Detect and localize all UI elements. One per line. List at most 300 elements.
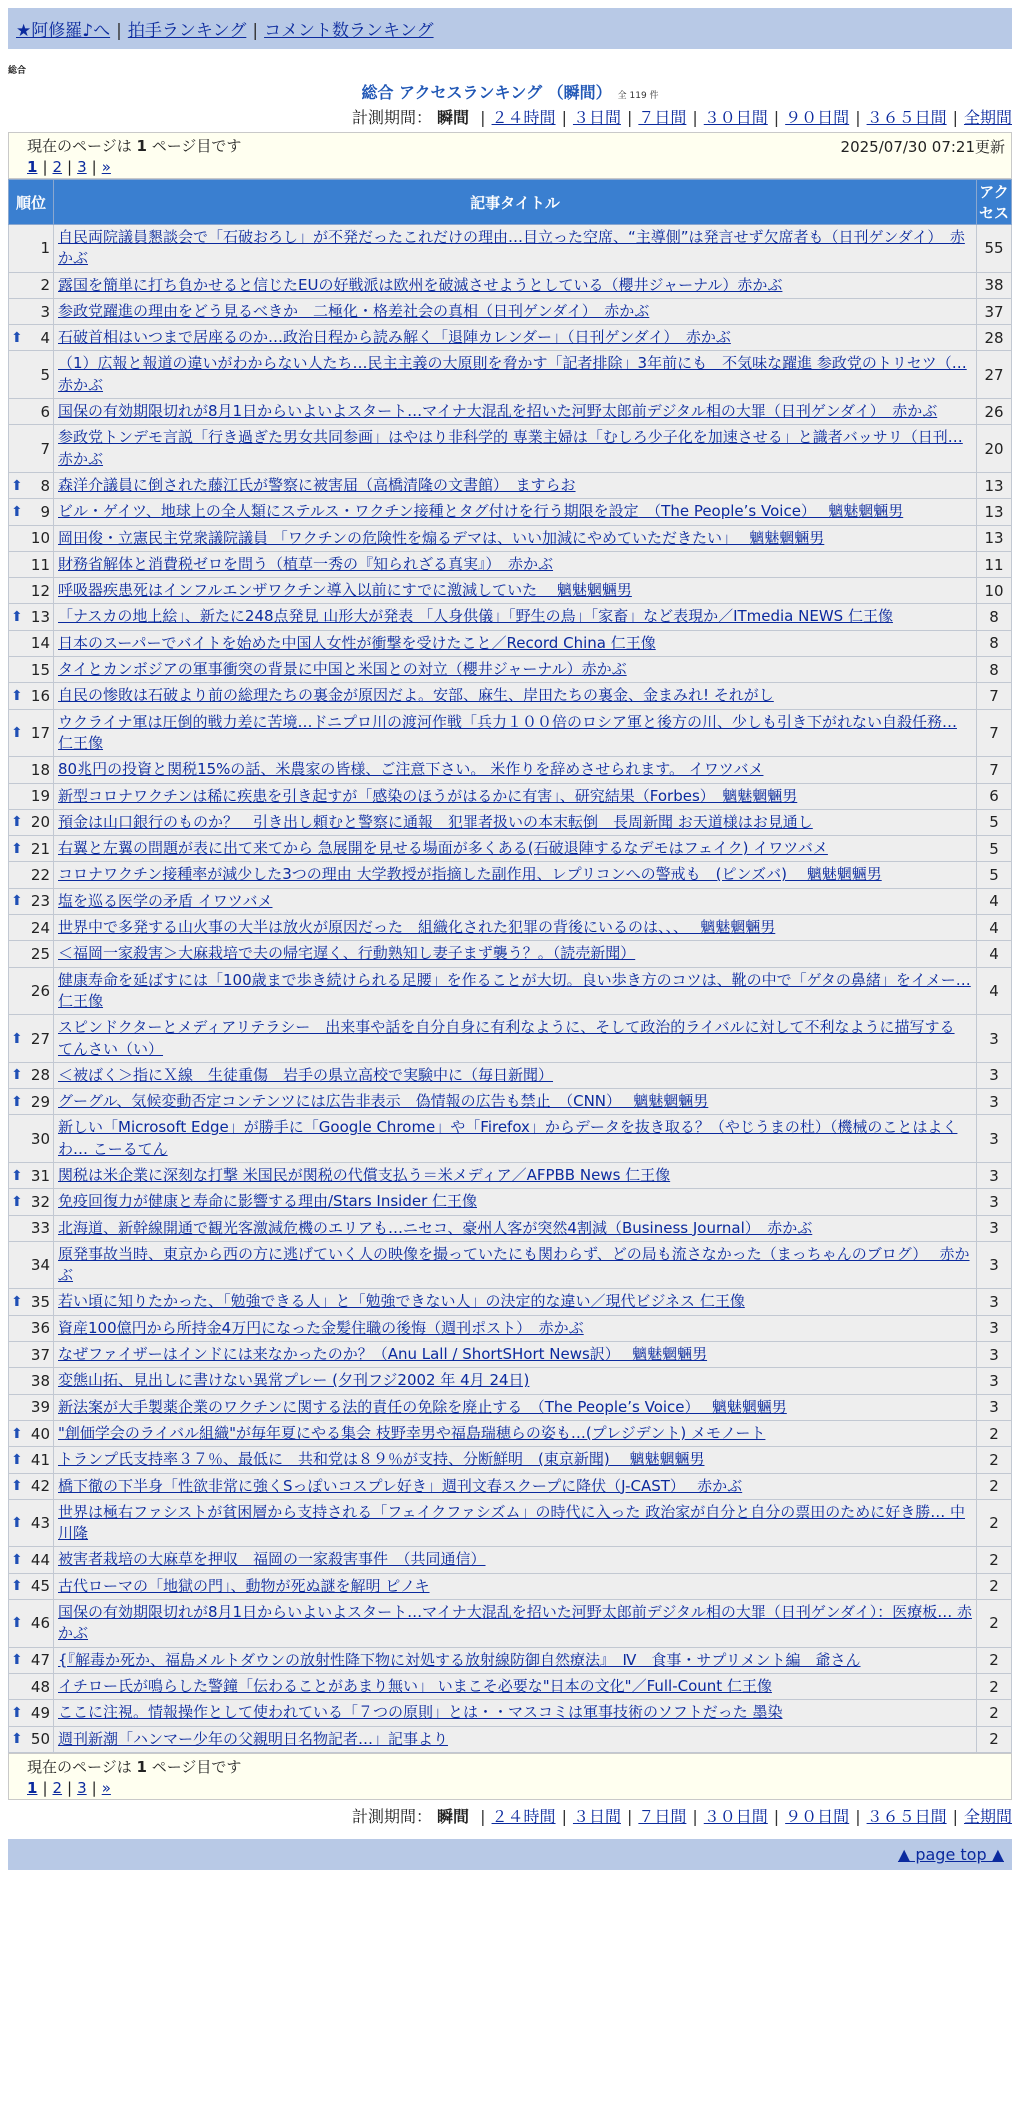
rank-number: 31 xyxy=(30,1166,50,1185)
title-cell xyxy=(54,809,977,835)
rank-number: 26 xyxy=(30,981,50,1000)
period-link[interactable]: ３日間 xyxy=(572,1806,621,1826)
article-link[interactable]: 露国を簡単に打ち負かせると信じたEUの好戦派は欧州を破滅させようとしている（櫻井ジャーナル）赤かぶ xyxy=(58,275,783,294)
rank-number: 19 xyxy=(30,787,50,806)
rank-cell xyxy=(9,683,54,709)
period-current: 瞬間 xyxy=(437,108,470,127)
rank-number: 30 xyxy=(30,1129,50,1148)
article-link[interactable]: グーグル、気候変動否定コンテンツには広告非表示 偽情報の広告も禁止 （CNN） 魑魅魍魎男 xyxy=(58,1092,709,1111)
table-row xyxy=(9,472,1012,498)
page-title: 総合 アクセスランキング （瞬間） xyxy=(361,83,612,102)
title-cell xyxy=(54,1062,977,1088)
pager-current[interactable]: 1 xyxy=(27,158,38,176)
table-row xyxy=(9,272,1012,298)
rank-cell xyxy=(9,1015,54,1063)
rank-cell xyxy=(9,1726,54,1752)
rank-number: 18 xyxy=(30,760,50,779)
rank-cell xyxy=(9,325,54,351)
title-cell xyxy=(54,499,977,525)
article-link[interactable]: 岡田俊・立憲民主党衆議院議員 「ワクチンの危険性を煽るデマは、いい加減にやめていただきたい」 魑魅魍魎男 xyxy=(58,528,825,547)
period-link[interactable]: ９０日間 xyxy=(785,108,850,127)
page-status: 現在のページは 1 ページ目です xyxy=(27,1757,242,1776)
title-cell xyxy=(54,1368,977,1394)
period-link[interactable]: ７日間 xyxy=(638,108,687,127)
table-row xyxy=(9,604,1012,630)
period-link[interactable]: ３０日間 xyxy=(703,1806,768,1826)
access-count: 2 xyxy=(977,1447,1012,1473)
article-link[interactable]: 財務省解体と消費税ゼロを問う（植草一秀の『知られざる真実』） 赤かぶ xyxy=(58,554,554,573)
article-link[interactable]: 古代ローマの「地獄の門」、動物が死ぬ謎を解明 ピノキ xyxy=(58,1576,430,1595)
up-arrow-icon: ⬆ xyxy=(11,724,23,741)
article-link[interactable]: {『解毒か死か、福島メルトダウンの放射性降下物に対処する放射線防御自然療法』 Ⅳ 食事・サプリメント編 爺さん xyxy=(58,1650,861,1669)
rank-number: 10 xyxy=(30,529,50,548)
article-link[interactable]: 日本のスーパーでバイトを始めた中国人女性が衝撃を受けたこと／Record China 仁王像 xyxy=(58,633,656,652)
rank-number: 22 xyxy=(30,866,50,885)
title-cell xyxy=(54,1726,977,1752)
title-cell xyxy=(54,1089,977,1115)
title-cell xyxy=(54,709,977,757)
rank-number: 38 xyxy=(30,1372,50,1390)
period-link[interactable]: ７日間 xyxy=(638,1806,687,1826)
title-cell xyxy=(54,1241,977,1289)
rank-cell xyxy=(9,915,54,941)
period-link[interactable]: ３０日間 xyxy=(703,108,768,127)
access-count: 5 xyxy=(977,862,1012,888)
rank-cell xyxy=(9,862,54,888)
access-count: 2 xyxy=(977,1499,1012,1547)
title-cell xyxy=(54,1700,977,1726)
access-count: 7 xyxy=(977,709,1012,757)
rank-cell xyxy=(9,809,54,835)
article-link[interactable]: 免疫回復力が健康と寿命に影響する理由/Stars Insider 仁王像 xyxy=(58,1192,477,1211)
access-count: 3 xyxy=(977,1162,1012,1188)
rank-cell xyxy=(9,1600,54,1648)
period-links: | ２４時間 | ３日間 | ７日間 | ３０日間 | ９０日間 | ３６５日間 | 全期間 xyxy=(480,1806,1012,1826)
rank-cell xyxy=(9,298,54,324)
title-cell xyxy=(54,888,977,914)
access-count: 3 xyxy=(977,1015,1012,1063)
rank-cell xyxy=(9,1342,54,1368)
access-count: 3 xyxy=(977,1289,1012,1315)
up-arrow-icon: ⬆ xyxy=(11,1093,23,1110)
article-link[interactable]: ＜福岡一家殺害＞大麻栽培で夫の帰宅遅く、行動熟知し妻子まず襲う？。（読売新聞） xyxy=(58,944,636,963)
rank-number: 15 xyxy=(30,660,50,679)
table-row xyxy=(9,1700,1012,1726)
rank-cell xyxy=(9,1315,54,1341)
top-nav: ★阿修羅♪へ | 拍手ランキング | コメント数ランキング xyxy=(8,8,1012,49)
title-cell xyxy=(54,1499,977,1547)
title-cell xyxy=(54,915,977,941)
title-cell xyxy=(54,1162,977,1188)
table-row xyxy=(9,967,1012,1015)
up-arrow-icon: ⬆ xyxy=(11,329,23,346)
ranking-title-row xyxy=(8,80,1012,103)
table-row xyxy=(9,630,1012,656)
access-count: 13 xyxy=(977,472,1012,498)
access-count: 20 xyxy=(977,425,1012,473)
rank-cell xyxy=(9,1547,54,1573)
article-link[interactable]: スピンドクターとメディアリテラシー 出来事や話を自分自身に有利なように、そして政治的ライバルに対して不利なように描写する てんさい（い） xyxy=(58,1018,955,1058)
article-link[interactable]: 資産100億円から所持金4万円になった金髪住職の後悔（週刊ポスト） 赤かぶ xyxy=(58,1318,584,1337)
article-link[interactable]: 原発事故当時、東京から西の方に逃げていく人の映像を撮っていたにも関わらず、どの局も流さなかった（まっちゃんのブログ） 赤かぶ xyxy=(58,1244,970,1285)
access-count: 4 xyxy=(977,967,1012,1015)
pager-top: 1 | 2 | 3 | » xyxy=(27,158,111,176)
rank-number: 13 xyxy=(30,608,50,627)
rank-cell xyxy=(9,604,54,630)
article-link[interactable]: 関税は米企業に深刻な打撃 米国民が関税の代償支払う＝米メディア／AFPBB News 仁王像 xyxy=(58,1165,671,1184)
rank-cell xyxy=(9,1700,54,1726)
rank-cell xyxy=(9,1115,54,1163)
rank-number: 50 xyxy=(30,1730,50,1749)
access-count: 2 xyxy=(977,1547,1012,1573)
article-link[interactable]: 健康寿命を延ばすには「100歳まで歩き続けられる足腰」を作ることが大切。良い歩き方のコツは、靴の中で「ゲタの鼻緒」をイメー… 仁王像 xyxy=(58,970,971,1010)
table-row xyxy=(9,351,1012,399)
article-link[interactable]: なぜファイザーはインドには来なかったのか？（Anu Lall / ShortSHort News訳） 魑魅魍魎男 xyxy=(58,1345,708,1364)
article-link[interactable]: 右翼と左翼の問題が表に出て来てから 急展開を見せる場面が多くある(石破退陣するなデモはフェイク) イワツバメ xyxy=(58,839,828,858)
rank-cell xyxy=(9,1289,54,1315)
table-row xyxy=(9,1342,1012,1368)
up-arrow-icon: ⬆ xyxy=(11,1478,23,1495)
title-cell xyxy=(54,399,977,425)
footer-bar xyxy=(8,1839,1012,1870)
up-arrow-icon: ⬆ xyxy=(11,1515,23,1532)
rank-number: 46 xyxy=(30,1614,50,1633)
article-link[interactable]: 若い頃に知りたかった、「勉強できる人」と「勉強できない人」の決定的な違い／現代ビジネス 仁王像 xyxy=(58,1292,745,1311)
access-count: 10 xyxy=(977,578,1012,604)
article-link[interactable]: 「ナスカの地上絵」、新たに248点発見 山形大が発表 「人身供儀」「野生の鳥」「家畜」など表現か／ITmedia NEWS 仁王像 xyxy=(58,607,893,626)
up-arrow-icon: ⬆ xyxy=(11,609,23,626)
access-count: 8 xyxy=(977,657,1012,683)
title-cell xyxy=(54,657,977,683)
rank-cell xyxy=(9,783,54,809)
table-row xyxy=(9,1189,1012,1215)
rank-number: 29 xyxy=(30,1092,50,1111)
rank-cell xyxy=(9,1368,54,1394)
rank-cell xyxy=(9,709,54,757)
rank-cell xyxy=(9,1189,54,1215)
article-link[interactable]: 新型コロナワクチンは稀に疾患を引き起すが「感染のほうがはるかに有害」、研究結果（Forbes） 魑魅魍魎男 xyxy=(58,786,798,805)
access-count: 3 xyxy=(977,1115,1012,1163)
title-cell xyxy=(54,967,977,1015)
article-link[interactable]: 自民両院議員懇談会で「石破おろし」が不発だったこれだけの理由…目立った空席、“主導側”は発言せず欠席者も（日刊ゲンダイ） 赤かぶ xyxy=(58,228,965,268)
title-cell xyxy=(54,1115,977,1163)
page-status: 現在のページは 1 ページ目です xyxy=(27,137,242,155)
table-row xyxy=(9,1499,1012,1547)
access-count: 26 xyxy=(977,399,1012,425)
title-cell xyxy=(54,1673,977,1699)
article-link[interactable]: 参政党トンデモ言説「行き過ぎた男女共同参画」はやはり非科学的 専業主婦は「むしろ少子化を加速させる」と識者バッサリ（日刊… 赤かぶ xyxy=(58,428,963,468)
up-arrow-icon: ⬆ xyxy=(11,477,23,494)
rank-number: 33 xyxy=(30,1219,50,1238)
table-row xyxy=(9,657,1012,683)
pager-link[interactable]: 3 xyxy=(77,1778,87,1797)
rank-cell xyxy=(9,472,54,498)
period-link[interactable]: ２４時間 xyxy=(491,1806,556,1826)
access-count: 28 xyxy=(977,325,1012,351)
article-link[interactable]: 参政党躍進の理由をどう見るべきか 二極化・格差社会の真相（日刊ゲンダイ） 赤かぶ xyxy=(58,301,650,320)
article-link[interactable]: 国保の有効期限切れが8月1日からいよいよスタート…マイナ大混乱を招いた河野太郎前デジタル相の大罪（日刊ゲンダイ） 赤かぶ xyxy=(58,402,938,421)
access-count: 7 xyxy=(977,683,1012,709)
rank-number: 21 xyxy=(30,839,50,858)
pager-link[interactable]: 2 xyxy=(52,1778,63,1797)
access-count: 3 xyxy=(977,1189,1012,1215)
table-row xyxy=(9,783,1012,809)
access-count: 3 xyxy=(977,1315,1012,1341)
article-link[interactable]: ＜被ばく＞指にＸ線 生徒重傷 岩手の県立高校で実験中に（毎日新聞） xyxy=(58,1065,554,1084)
pager-next[interactable]: » xyxy=(101,158,111,176)
title-cell xyxy=(54,551,977,577)
rank-number: 42 xyxy=(30,1477,50,1496)
period-label: 計測期間： xyxy=(351,1806,432,1826)
rank-number: 25 xyxy=(30,944,50,963)
title-cell xyxy=(54,1473,977,1499)
title-cell xyxy=(54,1289,977,1315)
title-cell xyxy=(54,1342,977,1368)
rank-number: 4 xyxy=(40,328,50,347)
rank-cell xyxy=(9,225,54,273)
period-selector-bottom xyxy=(8,1804,1012,1827)
title-cell xyxy=(54,1547,977,1573)
rank-number: 1 xyxy=(40,239,50,258)
rank-cell xyxy=(9,1573,54,1599)
article-link[interactable]: 国保の有効期限切れが8月1日からいよいよスタート…マイナ大混乱を招いた河野太郎前デジタル相の大罪（日刊ゲンダイ）：医療板… 赤かぶ xyxy=(58,1603,972,1643)
ranking-rows xyxy=(9,225,1012,1753)
rank-cell xyxy=(9,967,54,1015)
period-link[interactable]: ３６５日間 xyxy=(866,1806,947,1826)
article-link[interactable]: 自民の惨敗は石破より前の総理たちの裏金が原因だよ。安部、麻生、岸田たちの裏金、金まみれ! それがし xyxy=(58,686,774,705)
table-row xyxy=(9,1473,1012,1499)
access-count: 2 xyxy=(977,1473,1012,1499)
rank-cell xyxy=(9,757,54,783)
table-row xyxy=(9,1547,1012,1573)
access-count: 3 xyxy=(977,1062,1012,1088)
table-row xyxy=(9,1241,1012,1289)
pager-link[interactable]: 3 xyxy=(77,158,87,176)
table-row xyxy=(9,1062,1012,1088)
rank-number: 43 xyxy=(30,1514,50,1533)
rank-cell xyxy=(9,1420,54,1446)
title-cell xyxy=(54,225,977,273)
rank-cell xyxy=(9,836,54,862)
title-cell xyxy=(54,1015,977,1063)
rank-cell xyxy=(9,351,54,399)
period-link[interactable]: ９０日間 xyxy=(785,1806,850,1826)
up-arrow-icon: ⬆ xyxy=(11,1193,23,1210)
title-cell xyxy=(54,472,977,498)
comment-ranking-link[interactable]: コメント数ランキング xyxy=(264,21,434,41)
access-count: 2 xyxy=(977,1673,1012,1699)
title-cell xyxy=(54,783,977,809)
title-cell xyxy=(54,1447,977,1473)
article-link[interactable]: 森洋介議員に倒された藤江氏が警察に被害届（高橋清隆の文書館） ますらお xyxy=(58,475,576,494)
article-link[interactable]: 世界中で多発する山火事の大半は放火が原因だった 組織化された犯罪の背後にいるのは、、、 魑魅魍魎男 xyxy=(58,918,776,937)
table-row xyxy=(9,1573,1012,1599)
table-row xyxy=(9,709,1012,757)
article-link[interactable]: 新法案が大手製薬企業のワクチンに関する法的責任の免除を廃止する （The People’s Voice） 魑魅魍魎男 xyxy=(58,1397,787,1416)
article-link[interactable]: トランプ氏支持率３７％、最低に 共和党は８９％が支持、分断鮮明 (東京新聞) 魑魅魍魎男 xyxy=(58,1450,705,1469)
access-count: 37 xyxy=(977,298,1012,324)
rank-cell xyxy=(9,630,54,656)
access-count: 8 xyxy=(977,630,1012,656)
period-link[interactable]: 全期間 xyxy=(963,1806,1012,1826)
table-row xyxy=(9,325,1012,351)
access-count: 8 xyxy=(977,604,1012,630)
rank-cell xyxy=(9,551,54,577)
table-row xyxy=(9,1420,1012,1446)
article-link[interactable]: 80兆円の投資と関税15%の話、米農家の皆様、ご注意下さい。 米作りを辞めさせられます。 イワツバメ xyxy=(58,760,764,779)
table-row xyxy=(9,1447,1012,1473)
period-label: 計測期間： xyxy=(351,108,432,127)
header-rank: 順位 xyxy=(9,180,54,225)
table-row xyxy=(9,941,1012,967)
access-count: 27 xyxy=(977,351,1012,399)
article-link[interactable]: 北海道、新幹線開通で観光客激減危機のエリアも…ニセコ、豪州人客が突然4割減（Business Journal） 赤かぶ xyxy=(58,1218,813,1237)
access-count: 11 xyxy=(977,551,1012,577)
article-link[interactable]: 週刊新潮「ハンマー少年の父親明日名物記者…」記事より xyxy=(58,1729,449,1748)
page-info-top xyxy=(8,132,1012,179)
ranking-table xyxy=(8,179,1012,1753)
rank-number: 37 xyxy=(30,1345,50,1364)
article-link[interactable]: 変態山拓、見出しに書けない異常プレー (夕刊フジ2002 年 4月 24日) xyxy=(58,1371,530,1390)
access-count: 3 xyxy=(977,1342,1012,1368)
table-row xyxy=(9,578,1012,604)
access-count: 3 xyxy=(977,1089,1012,1115)
title-cell xyxy=(54,1647,977,1673)
title-cell xyxy=(54,1394,977,1420)
rank-number: 24 xyxy=(30,918,50,937)
rank-number: 28 xyxy=(30,1066,50,1085)
title-cell xyxy=(54,1315,977,1341)
title-cell xyxy=(54,1215,977,1241)
table-row xyxy=(9,1647,1012,1673)
article-link[interactable]: 新しい「Microsoft Edge」が勝手に「Google Chrome」や「Firefox」からデータを抜き取る？（やじうまの杜）（機械のことはよくわ… こーるてん xyxy=(58,1118,958,1158)
period-link[interactable]: ２４時間 xyxy=(491,108,556,127)
up-arrow-icon: ⬆ xyxy=(11,814,23,831)
rank-cell xyxy=(9,525,54,551)
table-row xyxy=(9,298,1012,324)
title-cell xyxy=(54,757,977,783)
table-row xyxy=(9,1673,1012,1699)
rank-cell xyxy=(9,1647,54,1673)
article-link[interactable]: タイとカンボジアの軍事衝突の背景に中国と米国との対立（櫻井ジャーナル）赤かぶ xyxy=(58,660,627,679)
period-link[interactable]: ３日間 xyxy=(572,108,621,127)
rank-cell xyxy=(9,272,54,298)
rank-number: 48 xyxy=(30,1677,50,1696)
up-arrow-icon: ⬆ xyxy=(11,687,23,704)
rank-number: 23 xyxy=(30,892,50,911)
article-link[interactable]: 塩を巡る医学の矛盾 イワツバメ xyxy=(58,891,273,910)
access-count: 2 xyxy=(977,1647,1012,1673)
pager-next[interactable]: » xyxy=(101,1778,111,1797)
pager-bottom: 1 | 2 | 3 | » xyxy=(27,1778,111,1797)
period-link[interactable]: ３６５日間 xyxy=(866,108,947,127)
period-current: 瞬間 xyxy=(437,1806,470,1826)
article-link[interactable]: 預金は山口銀行のものか？ 引き出し頼むと警察に通報 犯罪者扱いの本末転倒 長周新聞 お天道様はお見通し xyxy=(58,812,813,831)
table-row xyxy=(9,1394,1012,1420)
table-row xyxy=(9,1315,1012,1341)
rank-number: 6 xyxy=(40,402,50,421)
rank-number: 49 xyxy=(30,1703,50,1722)
pager-link[interactable]: 2 xyxy=(52,158,63,176)
rank-cell xyxy=(9,1499,54,1547)
article-link[interactable]: 被害者栽培の大麻草を押収 福岡の一家殺害事件 （共同通信） xyxy=(58,1550,486,1569)
article-link[interactable]: 世界は極右ファシストが貧困層から支持される「フェイクファシズム」の時代に入った 政治家が自分と自分の票田のために好き勝… 中川隆 xyxy=(58,1502,965,1543)
rank-number: 2 xyxy=(40,276,50,295)
table-row xyxy=(9,757,1012,783)
access-count: 3 xyxy=(977,1215,1012,1241)
rank-number: 12 xyxy=(30,581,50,600)
article-link[interactable]: ビル・ゲイツ、地球上の全人類にステルス・ワクチン接種とタグ付けを行う期限を設定 （The People’s Voice） 魑魅魍魎男 xyxy=(58,502,904,521)
article-link[interactable]: コロナワクチン接種率が減少した3つの理由 大学教授が指摘した副作用、レプリコンへの警戒も (ピンズバ) 魑魅魍魎男 xyxy=(58,865,882,884)
rank-number: 32 xyxy=(30,1192,50,1211)
rank-cell xyxy=(9,1473,54,1499)
title-cell xyxy=(54,604,977,630)
article-link[interactable]: "創価学会のライバル組織"が毎年夏にやる集会 枝野幸男や福島瑞穂らの姿も…(プレジデント) メモノート xyxy=(58,1423,766,1442)
page-top-link[interactable]: ▲ page top ▲ xyxy=(897,1844,1004,1864)
updated-timestamp: 2025/07/30 07:21更新 xyxy=(840,138,1005,156)
title-cell xyxy=(54,1600,977,1648)
title-cell xyxy=(54,630,977,656)
up-arrow-icon: ⬆ xyxy=(11,1731,23,1748)
period-link[interactable]: 全期間 xyxy=(963,108,1012,127)
title-cell xyxy=(54,425,977,473)
rank-number: 9 xyxy=(40,502,50,521)
article-link[interactable]: （1）広報と報道の違いがわからない人たち…民主主義の大原則を脅かす「記者排除」3年前にも 不気味な躍進 参政党のトリセツ（… 赤かぶ xyxy=(58,354,967,394)
table-row xyxy=(9,862,1012,888)
up-arrow-icon: ⬆ xyxy=(11,1030,23,1047)
access-count: 3 xyxy=(977,1368,1012,1394)
article-link[interactable]: 橋下徹の下半身「性欲非常に強くSっぽいコスプレ好き」週刊文春スクープに降伏（J-CAST） 赤かぶ xyxy=(58,1476,743,1495)
article-link[interactable]: ここに注視。情報操作として使われている「７つの原則」とは・・マスコミは軍事技術のソフトだった 墨染 xyxy=(58,1703,783,1722)
home-link[interactable]: ★阿修羅♪へ xyxy=(16,21,111,41)
title-cell xyxy=(54,941,977,967)
table-row xyxy=(9,399,1012,425)
table-row xyxy=(9,915,1012,941)
category-label: 総合 xyxy=(8,66,27,76)
rank-number: 5 xyxy=(40,365,50,384)
article-link[interactable]: 呼吸器疾患死はインフルエンザワクチン導入以前にすでに激減していた 魑魅魍魎男 xyxy=(58,581,632,600)
access-count: 5 xyxy=(977,809,1012,835)
access-count: 3 xyxy=(977,1394,1012,1420)
up-arrow-icon: ⬆ xyxy=(11,1578,23,1595)
title-cell xyxy=(54,1189,977,1215)
up-arrow-icon: ⬆ xyxy=(11,1167,23,1184)
clap-ranking-link[interactable]: 拍手ランキング xyxy=(127,21,247,41)
rank-cell xyxy=(9,1241,54,1289)
rank-number: 47 xyxy=(30,1651,50,1670)
rank-cell xyxy=(9,1089,54,1115)
access-count: 38 xyxy=(977,272,1012,298)
pager-current[interactable]: 1 xyxy=(27,1778,38,1797)
rank-cell xyxy=(9,1162,54,1188)
access-count: 55 xyxy=(977,225,1012,273)
rank-cell xyxy=(9,1673,54,1699)
access-count: 5 xyxy=(977,836,1012,862)
access-count: 2 xyxy=(977,1573,1012,1599)
access-count: 2 xyxy=(977,1700,1012,1726)
rank-cell xyxy=(9,1062,54,1088)
access-count: 13 xyxy=(977,499,1012,525)
title-cell xyxy=(54,272,977,298)
article-link[interactable]: ウクライナ軍は圧倒的戦力差に苦境…ドニプロ川の渡河作戦「兵力１００倍のロシア軍と後方の川、少しも引き下がれない自殺任務… 仁王像 xyxy=(58,712,957,752)
article-link[interactable]: イチロー氏が鳴らした警鐘「伝わることがあまり無い」 いまこそ必要な"日本の文化"／Full-Count 仁王像 xyxy=(58,1676,772,1695)
rank-number: 7 xyxy=(40,439,50,458)
table-row xyxy=(9,1289,1012,1315)
article-link[interactable]: 石破首相はいつまで居座るのか…政治日程から読み解く「退陣カレンダー」（日刊ゲンダイ） 赤かぶ xyxy=(58,328,731,347)
access-count: 2 xyxy=(977,1600,1012,1648)
up-arrow-icon: ⬆ xyxy=(11,1067,23,1084)
rank-number: 35 xyxy=(30,1293,50,1312)
